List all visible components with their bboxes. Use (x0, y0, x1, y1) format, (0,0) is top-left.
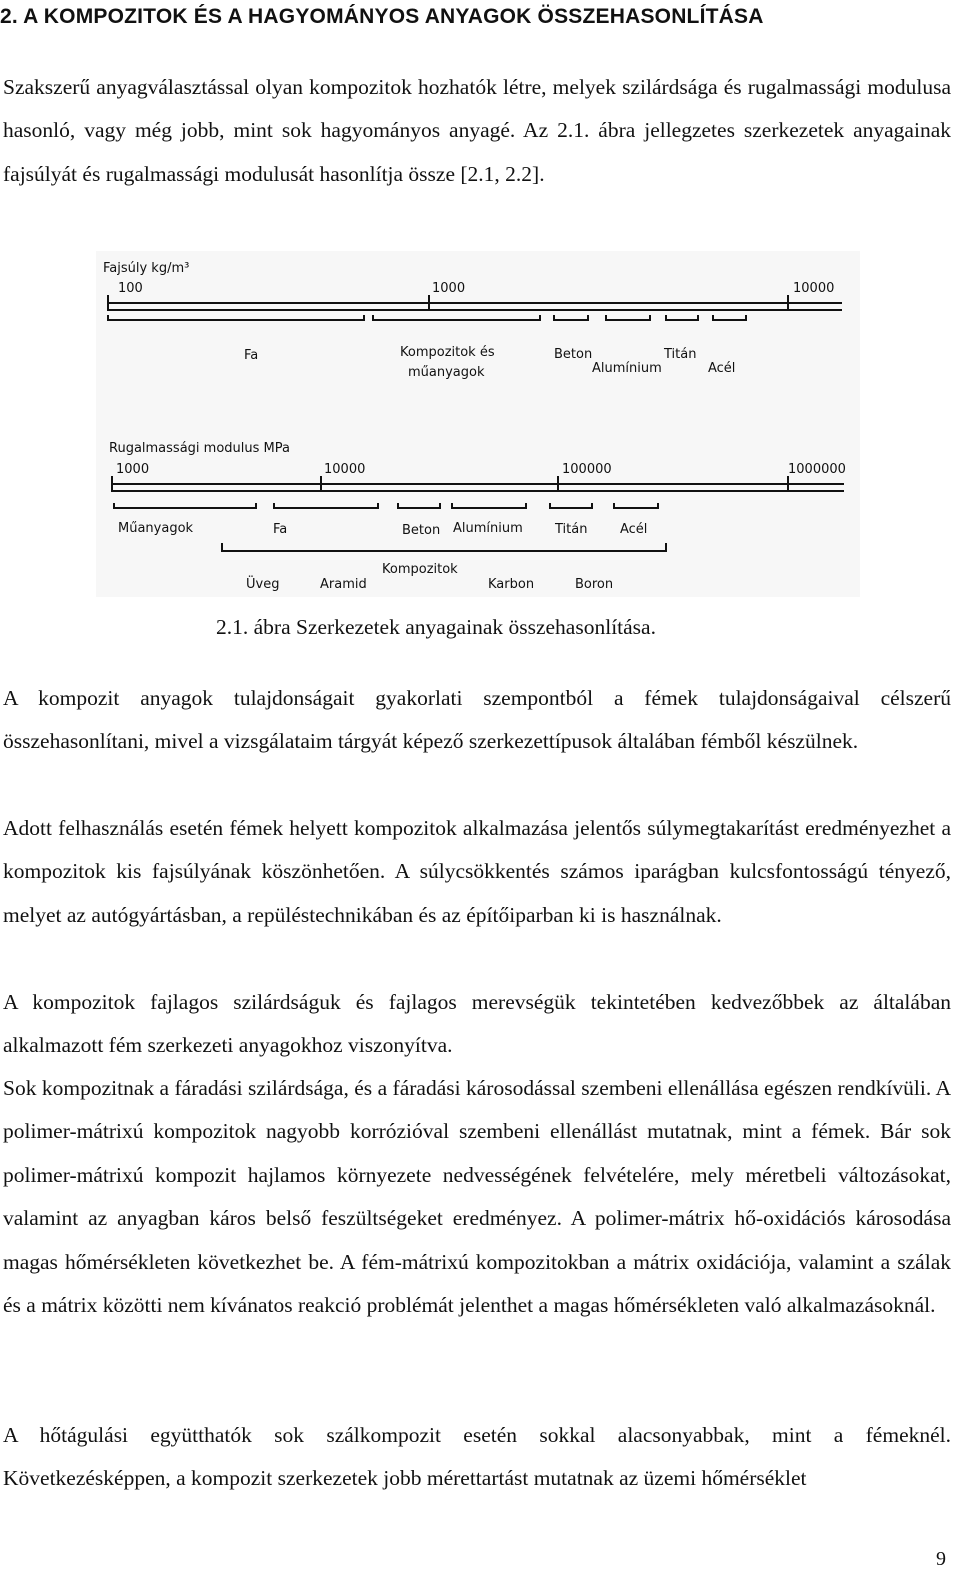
density-label-acel: Acél (708, 361, 736, 376)
density-tick-label: 10000 (793, 281, 835, 296)
density-label-beton: Beton (554, 347, 593, 362)
modulus-tick-label: 100000 (562, 462, 612, 477)
figure-material-comparison (96, 251, 860, 597)
range-muanyagok-modulus (114, 503, 256, 508)
range-titan-density (666, 315, 698, 320)
density-tick-label: 1000 (432, 281, 466, 296)
modulus-label-titan: Titán (555, 522, 588, 537)
modulus-label-boron: Boron (575, 577, 614, 592)
range-acel-modulus (614, 503, 658, 508)
range-aluminium-density (606, 315, 650, 320)
density-label-kompozitok: Kompozitok és (400, 345, 495, 360)
paragraph: Adott felhasználás esetén fémek helyett kompozitok alkalmazása jelentős súlymegtakarítást eredményezhet a kompozitok kis fajsúlyának köszönhetően. A súlycsökkentés számos iparágban kulcsfontosságú tényező, melyet az autógyártásban, a repüléstechnikában és az építőiparban ki is használnak. (3, 816, 951, 927)
modulus-label-fa: Fa (273, 522, 288, 537)
density-label-fa: Fa (244, 348, 259, 363)
figure-diagram (96, 251, 860, 597)
range-acel-density (713, 315, 746, 320)
modulus-label-acel: Acél (620, 522, 648, 537)
paragraph: Sok kompozitnak a fáradási szilárdsága, és a fáradási károsodással szembeni ellenállása egészen rendkívüli. A polimer-mátrixú kompozitok nagyobb korrózióval szembeni ellenállást mutatnak, mint a fémek. Bár sok polimer-mátrixú kompozit hajlamos környezete nedvességének felvételére, mely méretbeli változásokat, valamint az anyagban káros belső feszültségeket eredményez. A polimer-mátrix hő-oxidációs károsodása magas hőmérsékleten következhet be. A fém-mátrixú kompozitokban a mátrix oxidációja, valamint a szálak és a mátrix közötti nem kívánatos reakció problémát jelenthet a magas hőmérsékleten való alkalmazásoknál. (3, 1076, 951, 1318)
modulus-label-aramid: Aramid (320, 577, 367, 592)
density-label-aluminium: Alumínium (592, 361, 662, 376)
modulus-label-muanyagok: Műanyagok (118, 521, 194, 536)
modulus-label-aluminium: Alumínium (453, 521, 523, 536)
modulus-label-uveg: Üveg (246, 577, 280, 592)
modulus-label-kompozitok: Kompozitok (382, 562, 458, 577)
modulus-tick-label: 1000 (116, 462, 150, 477)
range-beton-density (554, 315, 588, 320)
density-tick-label: 100 (118, 281, 143, 296)
figure-caption: 2.1. ábra Szerkezetek anyagainak összehasonlítása. (216, 615, 656, 639)
paragraph: A hőtágulási együtthatók sok szálkompozit esetén sokkal alacsonyabbak, mint a fémeknél. Következésképpen, a kompozit szerkezetek jobb mérettartást mutatnak az üzemi hőmérséklet (3, 1423, 951, 1491)
range-fa-density (108, 315, 364, 320)
density-label-kompozitok: műanyagok (408, 365, 485, 380)
density-axis-title: Fajsúly kg/m³ (103, 261, 190, 276)
modulus-label-beton: Beton (402, 523, 441, 538)
density-label-titan: Titán (664, 347, 697, 362)
range-titan-modulus (550, 503, 592, 508)
range-fa-modulus (274, 503, 378, 508)
paragraph-intro: Szakszerű anyagválasztással olyan kompozitok hozhatók létre, melyek szilárdsága és rugalmassági modulusa hasonló, vagy még jobb, mint sok hagyományos anyagé. Az 2.1. ábra jellegzetes szerkezetek anyagainak fajsúlyát és rugalmassági modulusát hasonlítja össze [2.1, 2.2]. (3, 75, 951, 186)
paragraph: A kompozit anyagok tulajdonságait gyakorlati szempontból a fémek tulajdonságaival célszerű összehasonlítani, mivel a vizsgálataim tárgyát képező szerkezettípusok általában fémből készülnek. (3, 686, 951, 754)
modulus-tick-label: 10000 (324, 462, 366, 477)
modulus-label-karbon: Karbon (488, 577, 535, 592)
modulus-tick-label: 1000000 (788, 462, 846, 477)
range-kompozitok-density (373, 315, 540, 320)
modulus-axis-title: Rugalmassági modulus MPa (109, 441, 290, 456)
page-number: 9 (936, 1548, 946, 1570)
range-kompozitok-modulus (222, 543, 666, 551)
range-aluminium-modulus (452, 503, 526, 508)
section-heading: 2. A KOMPOZITOK ÉS A HAGYOMÁNYOS ANYAGOK ÖSSZEHASONLÍTÁSA (0, 5, 764, 28)
paragraph: A kompozitok fajlagos szilárdságuk és fajlagos merevségük tekintetében kedvezőbbek az általában alkalmazott fém szerkezeti anyagokhoz viszonyítva. (3, 990, 951, 1058)
range-beton-modulus (398, 503, 440, 508)
